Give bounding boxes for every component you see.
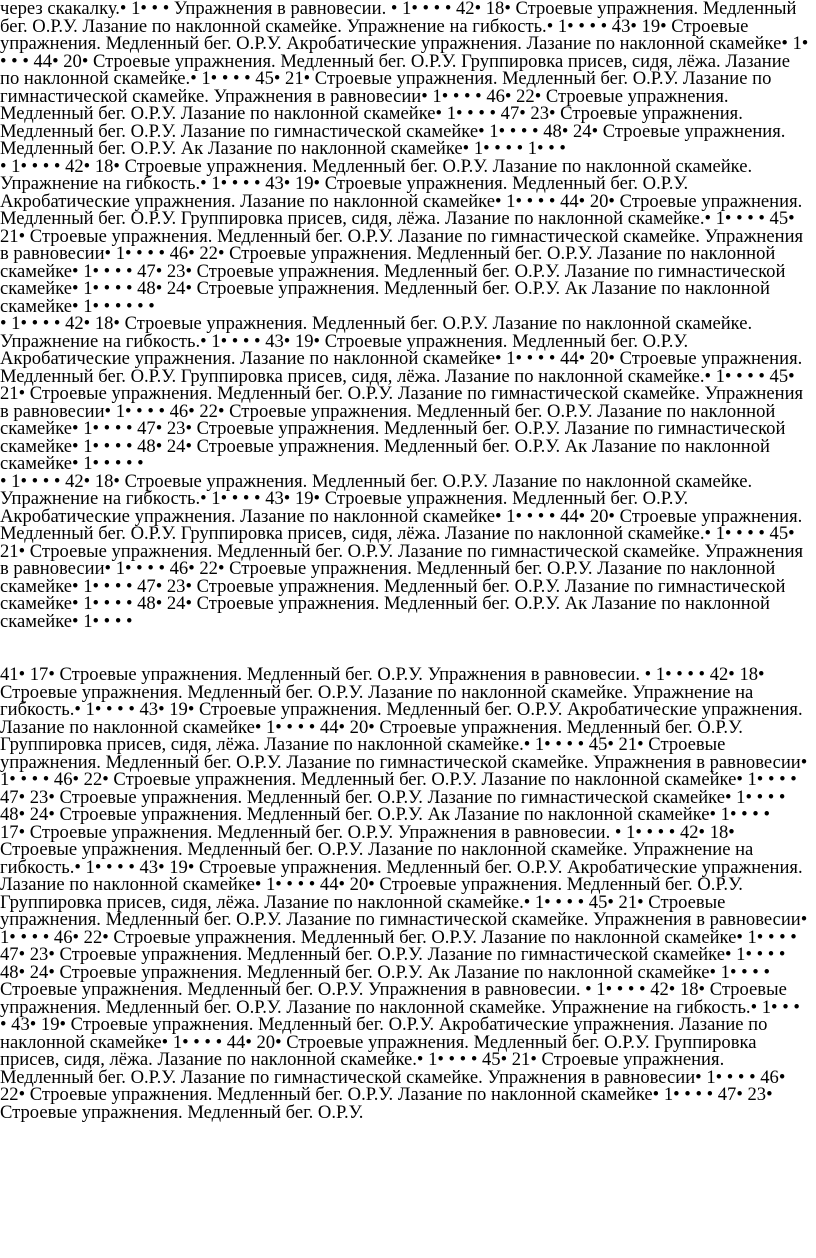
text-block-5: 41• 17• Строевые упражнения. Медленный бег. О.Р.У. Упражнения в равновесии. • 1• • • • 42• 18• Строевые упражнения. Медленный бег. О.Р.У. Лазание по наклонной скамейке. Упражнение на гибкость.• 1• • • • 43• 19• Строевые упражнения. Медленный бег. О.Р.У. Акробатические упражнения. Лазание по наклонной скамейке• 1• • • • 44• 20• Строевые упражнения. Медленный бег. О.Р.У. Группировка присев, сидя, лёжа. Лазание по наклонной скамейке.• 1• • • • 45• 21• Строевые упражнения. Медленный бег. О.Р.У. Лазание по гимнастической скамейке. Упражнения в равновесии• 1• • • • 46• 22• Строевые упражнения. Медленный бег. О.Р.У. Лазание по наклонной скамейке• 1• • • • 47• 23• Строевые упражнения. Медленный бег. О.Р.У. Лазание по гимнастической скамейке• 1• • • • 48• 24• Строевые упражнения. Медленный бег. О.Р.У. Ак Лазание по наклонной скамейке• 1• • • • xyxy=(0,664,808,825)
text-block-2: • 1• • • • 42• 18• Строевые упражнения. Медленный бег. О.Р.У. Лазание по наклонной скамейке. Упражнение на гибкость.• 1• • • • 43• 19• Строевые упражнения. Медленный бег. О.Р.У. Акробатические упражнения. Лазание по наклонной скамейке• 1• • • • 44• 20• Строевые упражнения. Медленный бег. О.Р.У. Группировка присев, сидя, лёжа. Лазание по наклонной скамейке.• 1• • • • 45• 21• Строевые упражнения. Медленный бег. О.Р.У. Лазание по гимнастической скамейке. Упражнения в равновесии• 1• • • • 46• 22• Строевые упражнения. Медленный бег. О.Р.У. Лазание по наклонной скамейке• 1• • • • 47• 23• Строевые упражнения. Медленный бег. О.Р.У. Лазание по гимнастической скамейке• 1• • • • 48• 24• Строевые упражнения. Медленный бег. О.Р.У. Ак Лазание по наклонной скамейке• 1• • • • • • xyxy=(0,155,804,317)
text-block-4: • 1• • • • 42• 18• Строевые упражнения. Медленный бег. О.Р.У. Лазание по наклонной скамейке. Упражнение на гибкость.• 1• • • • 43• 19• Строевые упражнения. Медленный бег. О.Р.У. Акробатические упражнения. Лазание по наклонной скамейке• 1• • • • 44• 20• Строевые упражнения. Медленный бег. О.Р.У. Группировка присев, сидя, лёжа. Лазание по наклонной скамейке.• 1• • • • 45• 21• Строевые упражнения. Медленный бег. О.Р.У. Лазание по гимнастической скамейке. Упражнения в равновесии• 1• • • • 46• 22• Строевые упражнения. Медленный бег. О.Р.У. Лазание по наклонной скамейке• 1• • • • 47• 23• Строевые упражнения. Медленный бег. О.Р.У. Лазание по гимнастической скамейке• 1• • • • 48• 24• Строевые упражнения. Медленный бег. О.Р.У. Ак Лазание по наклонной скамейке• 1• • • • xyxy=(0,470,804,632)
blank-gap xyxy=(0,630,816,666)
text-block-3: • 1• • • • 42• 18• Строевые упражнения. Медленный бег. О.Р.У. Лазание по наклонной скамейке. Упражнение на гибкость.• 1• • • • 43• 19• Строевые упражнения. Медленный бег. О.Р.У. Акробатические упражнения. Лазание по наклонной скамейке• 1• • • • 44• 20• Строевые упражнения. Медленный бег. О.Р.У. Группировка присев, сидя, лёжа. Лазание по наклонной скамейке.• 1• • • • 45• 21• Строевые упражнения. Медленный бег. О.Р.У. Лазание по гимнастической скамейке. Упражнения в равновесии• 1• • • • 46• 22• Строевые упражнения. Медленный бег. О.Р.У. Лазание по наклонной скамейке• 1• • • • 47• 23• Строевые упражнения. Медленный бег. О.Р.У. Лазание по гимнастической скамейке• 1• • • • 48• 24• Строевые упражнения. Медленный бег. О.Р.У. Ак Лазание по наклонной скамейке• 1• • • • • xyxy=(0,313,804,474)
text-block-6: 17• Строевые упражнения. Медленный бег. О.Р.У. Упражнения в равновесии. • 1• • • • 42• 18• Строевые упражнения. Медленный бег. О.Р.У. Лазание по наклонной скамейке. Упражнение на гибкость.• 1• • • • 43• 19• Строевые упражнения. Медленный бег. О.Р.У. Акробатические упражнения. Лазание по наклонной скамейке• 1• • • • 44• 20• Строевые упражнения. Медленный бег. О.Р.У. Группировка присев, сидя, лёжа. Лазание по наклонной скамейке.• 1• • • • 45• 21• Строевые упражнения. Медленный бег. О.Р.У. Лазание по гимнастической скамейке. Упражнения в равновесии• 1• • • • 46• 22• Строевые упражнения. Медленный бег. О.Р.У. Лазание по наклонной скамейке• 1• • • • 47• 23• Строевые упражнения. Медленный бег. О.Р.У. Лазание по гимнастической скамейке• 1• • • • 48• 24• Строевые упражнения. Медленный бег. О.Р.У. Ак Лазание по наклонной скамейке• 1• • • • xyxy=(0,821,808,983)
text-block-1: через скакалку.• 1• • • Упражнения в равновесии. • 1• • • • 42• 18• Строевые упражнения. Медленный бег. О.Р.У. Лазание по наклонной скамейке. Упражнение на гибкость.• 1• • • • 43• 19• Строевые упражнения. Медленный бег. О.Р.У. Акробатические упражнения. Лазание по наклонной скамейке• 1• • • • 44• 20• Строевые упражнения. Медленный бег. О.Р.У. Группировка присев, сидя, лёжа. Лазание по наклонной скамейке.• 1• • • • 45• 21• Строевые упражнения. Медленный бег. О.Р.У. Лазание по гимнастической скамейке. Упражнения в равновесии• 1• • • • 46• 22• Строевые упражнения. Медленный бег. О.Р.У. Лазание по наклонной скамейке• 1• • • • 47• 23• Строевые упражнения. Медленный бег. О.Р.У. Лазание по гимнастической скамейке• 1• • • • 48• 24• Строевые упражнения. Медленный бег. О.Р.У. Ак Лазание по наклонной скамейке• 1• • • • 1• • • xyxy=(0,0,809,159)
text-block-7: Строевые упражнения. Медленный бег. О.Р.У. Упражнения в равновесии. • 1• • • • 42• 18• Строевые упражнения. Медленный бег. О.Р.У. Лазание по наклонной скамейке. Упражнение на гибкость.• 1• • • • 43• 19• Строевые упражнения. Медленный бег. О.Р.У. Акробатические упражнения. Лазание по наклонной скамейке• 1• • • • 44• 20• Строевые упражнения. Медленный бег. О.Р.У. Группировка присев, сидя, лёжа. Лазание по наклонной скамейке.• 1• • • • 45• 21• Строевые упражнения. Медленный бег. О.Р.У. Лазание по гимнастической скамейке. Упражнения в равновесии• 1• • • • 46• 22• Строевые упражнения. Медленный бег. О.Р.У. Лазание по наклонной скамейке• 1• • • • 47• 23• Строевые упражнения. Медленный бег. О.Р.У. xyxy=(0,979,800,1123)
